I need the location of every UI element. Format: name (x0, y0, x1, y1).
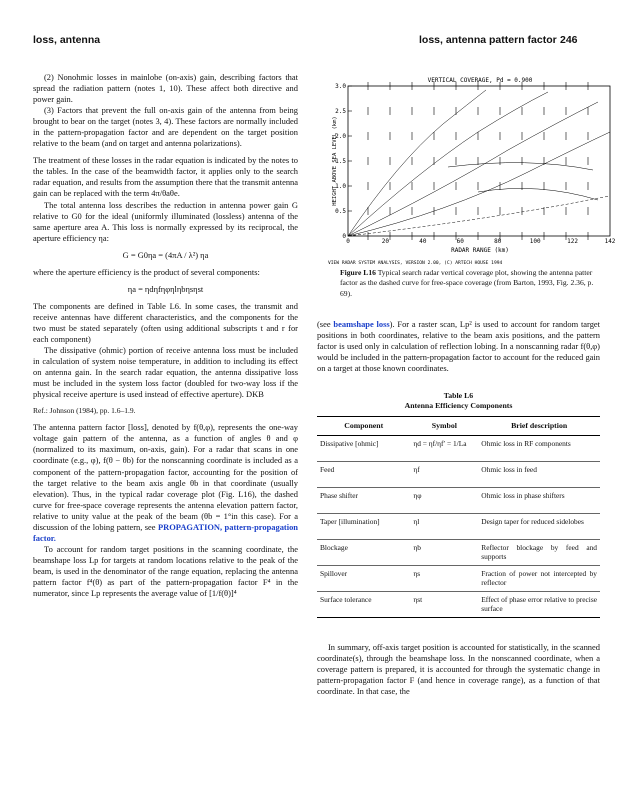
plot-title: VERTICAL COVERAGE, Pd = 0.900 (427, 77, 533, 84)
table-row (317, 435, 600, 461)
plot-grid (348, 82, 588, 240)
propagation-link[interactable]: PROPAGATION, pattern-propagation factor. (33, 521, 298, 543)
coverage-plot (328, 72, 614, 268)
y-tick-label: 2.0 (335, 133, 346, 140)
table-cell-desc: Effect of phase error relative to precise surface (478, 591, 600, 617)
paragraph: The components are defined in Table L6. In some cases, the transmit and receive antennas have different characteristics, and the components for the two must be stated separately (often using additional subscripts t and r for each component) (33, 300, 298, 344)
lobe-curve (348, 90, 486, 236)
reference: Ref.: Johnson (1984), pp. 1.6–1.9. (33, 406, 136, 416)
x-tick-label: 142 (604, 238, 616, 245)
beamshape-loss-link[interactable]: beamshape loss (333, 319, 390, 329)
header-right: loss, antenna pattern factor (419, 34, 557, 46)
table-cell-component: Taper [illumination] (317, 513, 410, 539)
figure-caption (340, 268, 605, 299)
table-label: Table L6 (443, 391, 474, 401)
table-cell-desc: Ohmic loss in RF components (478, 435, 600, 461)
paragraph-text: The antenna pattern factor [loss], denoted by f(θ,φ), represents the one-way voltage gain pattern of the antenna, as a function of angles θ and φ (normalized to its maximum, on-axis, gain). For a radar that scans in one coordinate (e.g., φ), f(θ − θb) for the nonscanning coordinate is included as a component of the pattern-propagation factor, accounting for the position of the target relative to the beam axis angle θb in that coordinate (usually elevation). Thus, in the typical radar coverage plot (Fig. L16), the dashed curve for free-space coverage represents the antenna elevation pattern factor, relative to unity value at the peak of the beam (θb = 1°in this case). For a discussion of the lobing pattern, see (33, 422, 298, 532)
paragraph (317, 319, 600, 374)
y-tick-label: 0.5 (335, 208, 346, 215)
efficiency-table (317, 416, 600, 617)
equation-gain: G = G0ηa = (4πA / λ²) ηa (122, 249, 209, 260)
table-cell-symbol: ηs (410, 565, 478, 591)
right-column (317, 319, 600, 697)
y-tick-label: 1.5 (335, 158, 346, 165)
table-row (317, 487, 600, 513)
table-row (317, 565, 600, 591)
x-tick-label: 40 (419, 238, 427, 245)
table-cell-symbol: ηst (410, 591, 478, 617)
left-column (33, 72, 298, 599)
table-row (317, 461, 600, 487)
x-tick-label: 100 (529, 238, 541, 245)
paragraph: To account for random target positions in the scanning coordinate, the beamshape loss Lp for targets at random locations relative to the peak of the beam, is used in the denominator of the range equation, replacing the antenna pattern factor f⁴(θ) as part of the pattern-propagation factor F⁴ in the numerator, since Lp represents the average value of [1/f(θ)]⁴ (33, 543, 298, 599)
table-row (317, 513, 600, 539)
x-tick-labels (346, 238, 616, 245)
paragraph: The treatment of these losses in the radar equation is indicated by the notes to the tables. In the case of the beamwidth factor, it applies only to the search radar equation, and results from the assumption there that the transmit antenna gain can be replaced with the term 4π/θaθe. (33, 155, 298, 199)
table-cell-desc: Ohmic loss in feed (478, 461, 600, 487)
y-axis-label: HEIGHT ABOVE SEA LEVEL (km) (332, 116, 338, 206)
free-space-curve (348, 196, 610, 236)
paragraph (33, 422, 298, 544)
table-cell-symbol: ηl (410, 513, 478, 539)
paragraph: The dissipative (ohmic) portion of receive antenna loss must be included in calculation of system noise temperature, in addition to including its effect on antenna gain. In the search radar equation, the antenna dissipative loss must be included in the system loss factor (doubled for two-way loss if the physical receive aperture is used instead of effective aperture). DKB (33, 345, 298, 400)
header-left: loss, antenna (33, 34, 101, 46)
equation-efficiency: ηa = ηdηfηφηlηbηsηst (127, 283, 204, 294)
paragraph-text: (see (317, 319, 331, 329)
paragraph: The total antenna loss describes the reduction in antenna power gain G relative to G0 for the ideal (uniformly illuminated (lossless) antenna of the same aperture area A. This loss is normally expressed by its reciprocal, the aperture efficiency ηa: (33, 199, 298, 243)
table-cell-symbol: ηb (410, 539, 478, 565)
x-tick-label: 20 (381, 238, 390, 245)
paragraph-text: ). For a raster scan, Lp² is used to account for random target positions in both coordinates, relative to the beam axis positions, and the pattern factor is used only in calculation of reflection lobing. In a nonscanning radar f(θ,φ) would be included in the pattern-propagation factor to account for the reduced gain on a target at those known coordinates. (317, 319, 601, 374)
y-tick-label: 3.0 (335, 83, 346, 90)
table-cell-symbol: ηf (410, 461, 478, 487)
table-header: Symbol (410, 417, 478, 435)
table-title: Antenna Efficiency Components (404, 401, 513, 411)
x-axis-label: RADAR RANGE (km) (451, 247, 509, 254)
table-cell-desc: Fraction of power not intercepted by reflector (478, 565, 600, 591)
table-header: Component (317, 417, 410, 435)
plot-frame (348, 86, 610, 236)
table-row (317, 591, 600, 617)
table-cell-desc: Design taper for reduced sidelobes (478, 513, 600, 539)
lobe-curve (348, 102, 598, 236)
caption-label: Figure L16 (340, 268, 376, 277)
table-cell-component: Surface tolerance (317, 591, 410, 617)
x-tick-label: 80 (494, 238, 502, 245)
y-tick-label: 1.0 (335, 183, 346, 190)
lobe-curve (448, 163, 593, 170)
y-tick-label: 2.5 (335, 108, 346, 115)
lobe-curve (348, 132, 610, 236)
table-cell-component: Phase shifter (317, 487, 410, 513)
x-tick-label: 0 (346, 238, 350, 245)
table-cell-desc: Ohmic loss in phase shifters (478, 487, 600, 513)
lobe-curves (348, 90, 610, 236)
table-cell-component: Dissipative [ohmic] (317, 435, 410, 461)
x-tick-label: 122 (567, 238, 578, 245)
y-tick-label: 0 (342, 233, 346, 240)
paragraph: In summary, off-axis target position is accounted for statistically, in the scanned coordinate(s), through the beamshape loss. In the nonscanned coordinate, when a coverage pattern is prepared, it is accounted for through the systematic change in pattern-propagation factor F (and hence in coverage range), as a function of that coordinate. In that case, the (317, 641, 600, 696)
table-cell-desc: Reflector blockage by feed and supports (478, 539, 600, 565)
table-cell-component: Spillover (317, 565, 410, 591)
page-number: 246 (560, 34, 578, 46)
x-tick-label: 60 (456, 238, 464, 245)
plot-footer: VIEW RADAR SYSTEM ANALYSIS, VERSION 2.00, (C) ARTECH HOUSE 1994 (328, 261, 503, 266)
table-cell-symbol: ηφ (410, 487, 478, 513)
caption-text: Typical search radar vertical coverage plot, showing the antenna patter factor as the dashed curve for free-space coverage (from Barton, 1993, Fig. 2.36, p. 69). (340, 268, 594, 298)
table-header: Brief description (478, 417, 600, 435)
lobe-curve (478, 188, 598, 200)
table-cell-component: Feed (317, 461, 410, 487)
table-cell-symbol: ηd = ηf/ηf′ = 1/La (410, 435, 478, 461)
paragraph: (2) Nonohmic losses in mainlobe (on-axis) gain, describing factors that spread the radiation pattern (notes 1, 10). These affect both directive and power gain. (33, 72, 298, 105)
table-row (317, 539, 600, 565)
paragraph: (3) Factors that prevent the full on-axis gain of the antenna from being brought to bear on the target (notes 3, 4). These factors are normally included in the pattern-propagation factor and are dependent on the target position relative to the beam (and on target and antenna polarizations). (33, 105, 298, 149)
lobe-curve (348, 92, 548, 236)
coverage-plot-svg (328, 72, 614, 268)
table-cell-component: Blockage (317, 539, 410, 565)
paragraph: where the aperture efficiency is the product of several components: (33, 266, 260, 277)
